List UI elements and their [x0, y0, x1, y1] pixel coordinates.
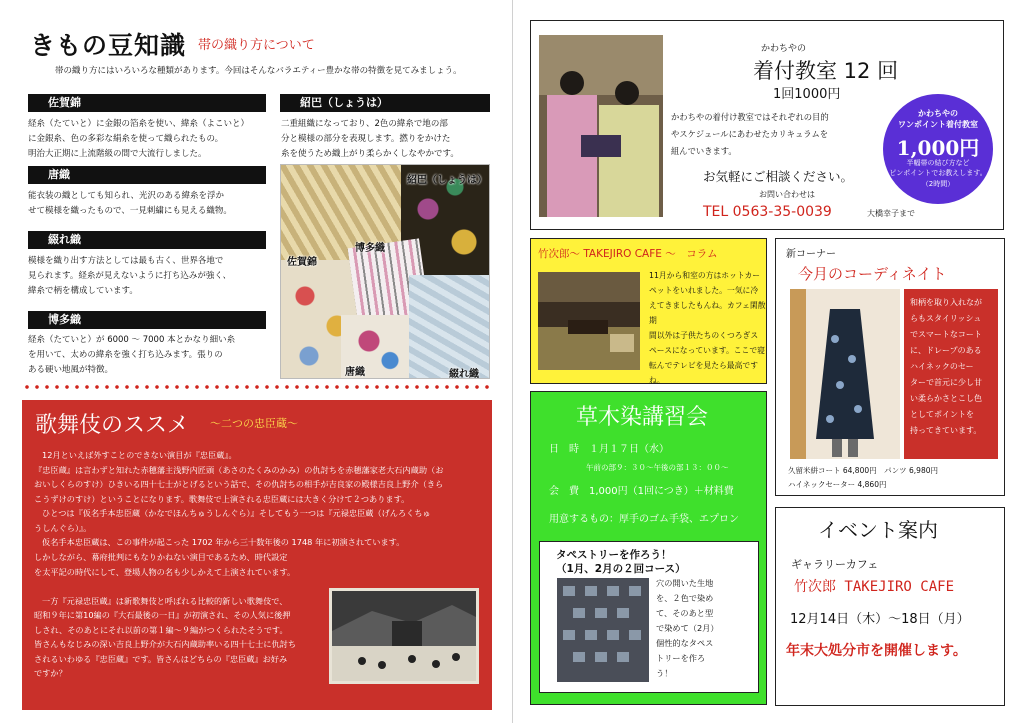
kitsuke-consult: お気軽にご相談ください。 [703, 169, 854, 184]
workshop-bring: 用意するもの：厚手のゴム手袋、エプロン [549, 514, 739, 525]
cafe-room-photo [538, 272, 640, 370]
kitsuke-contact-name: 大橋幸子まで [867, 209, 915, 218]
tapestry-photo [557, 578, 649, 682]
tapestry-title: タペストリーを作ろう！ （1月、2月の２回コース） [556, 549, 686, 575]
kitsuke-phone: TEL 0563-35-0039 [703, 204, 832, 220]
kitsuke-small-label: かわちやの [761, 44, 807, 54]
kitsuke-price: 1回1000円 [773, 87, 841, 102]
coordinate-box [775, 238, 1005, 496]
fabric-label-shoha: 紹巴（しょうは） [407, 175, 487, 186]
section-text-saga: 経糸（たていと）に金銀の箔糸を使い、緯糸（よこいと） に金銀糸、色の多彩な絹糸を使って織られたもの。 明治大正期に上流階級の間で大流行しました。 [28, 119, 250, 159]
tapestry-text: 穴の開いた生地 を、２色で染め て、そのあと型 で染めて（2月） 個性的なタペス トリーを作ろ う！ [656, 578, 719, 678]
kabuki-text-full: 12月といえば外すことのできない演目が『忠臣蔵』。 『忠臣蔵』は言わずと知れた赤穂藩主浅野内匠頭（あさのたくみのかみ）の仇討ちを赤穂藩家老大石内蔵助（お おいしくらのすけ）ひきいる四十七士がとげるという話で、その仇討ちの相手が吉良家の殿様吉良上野介（きら こうずけのすけ）ということになります。歌舞伎で上演される忠臣蔵には大きく分けて２つあります。 ひとつは『仮名手本忠臣蔵（かなでほんちゅうしんぐら）』そしてもう一つは『元禄忠臣蔵（げんろくちゅ うしんぐら）』。 仮名手本忠臣蔵は、この事件が起こった 1702 年から三十数年後の 1748 年に初演されています。 [34, 450, 444, 547]
cafe-column-text: 11月から和室の方はホットカー ペットをいれました。一気に冷 えてきましたもんね。カフェ閑散期 間以外は子供たちのくつろぎス ペースになっています。ここで寝 転んでテレビを見たら最高ですね。 [649, 271, 766, 385]
kimono-title: きもの豆知識 [30, 31, 187, 60]
section-label-tsuzure: 綴れ織 [28, 231, 266, 249]
event-gallery-label: ギャラリーカフェ [791, 558, 879, 571]
event-box [775, 507, 1005, 706]
coat-photo [790, 289, 900, 459]
event-dates: 12月14日（木）～18日（月） [790, 612, 970, 627]
workshop-box [530, 391, 767, 705]
workshop-time: 午前の部９：３０～午後の部１３：００～ [586, 463, 729, 472]
tapestry-box [539, 541, 759, 693]
section-text-kara: 能衣装の織としても知られ、光沢のある緯糸を浮か せて模様を織ったもので、一見刺繍にも見える織物。 [28, 191, 232, 216]
workshop-title: 草木染講習会 [576, 405, 709, 430]
kabuki-section [22, 400, 492, 710]
sweater-price: ハイネックセーター 4,860円 [788, 480, 887, 489]
workshop-fee: 会 費 1,000円（1回につき）＋材料費 [549, 486, 734, 497]
kitsuke-inquiry: お問い合わせは [759, 190, 815, 199]
workshop-date: 日 時 １月１７日（水） [549, 444, 669, 455]
coat-price: 久留米絣コート 64,800円 パンツ 6,980円 [788, 466, 938, 475]
event-title: イベント案内 [818, 518, 938, 542]
intro-text: 帯の織り方にはいろいろな種類があります。今回はそんなバラエティー豊かな帯の特徴を見てみましょう。 [55, 66, 462, 76]
fabric-label-saga: 佐賀錦 [287, 257, 317, 268]
obi-fabric-collage [280, 164, 490, 379]
kitsuke-title: 着付教室 12 回 [753, 59, 899, 83]
section-label-kara: 唐織 [28, 166, 266, 184]
kabuki-title: 歌舞伎のススメ [35, 413, 190, 438]
section-text-tsuzure: 模様を織り出す方法としては最も古く、世界各地で 見られます。経糸が見えないように打ち込みが強く、 緯糸で柄を構成しています。 [28, 256, 232, 296]
kabuki-text-narrow: しかしながら、幕府批判にもなりかねない演目であるため、時代設定 を太平記の時代にして、登場人物の名も少しかえて上演されています。 一方『元禄忠臣蔵』は新歌舞伎と呼ばれる比較的新しい歌舞伎で、 昭和９年に第10編の『大石最後の一日』が初演され、その人気に後押 しされ、そのあとにそれ以前の第１編～９編がつくられたそうです。 皆さんもなじみの深い吉良上野介が大石内蔵助率いる四十七士に仇討ち されるいわゆる『忠臣蔵』です。皆さんはどちらの『忠臣蔵』お好み ですか？ [34, 552, 297, 678]
section-label-saga: 佐賀錦 [28, 94, 266, 112]
cafe-column-box [530, 238, 767, 384]
event-sale: 年末大処分市を開催します。 [786, 643, 967, 659]
kabuki-subtitle: ～二つの忠臣蔵～ [210, 417, 298, 430]
kitsuke-description: かわちやの着付け教室ではそれぞれの目的 やスケジュールにあわせたカリキュラムを 組んでいきます。 [671, 112, 829, 156]
kitsuke-class-box [530, 20, 1004, 230]
fabric-label-hakata: 博多織 [355, 243, 385, 254]
one-point-badge: かわちやの ワンポイント着付教室 1,000円 半幅帯の結び方など ピンポイントでお教えします。 （2時間） [883, 94, 993, 204]
cafe-column-title: 竹次郎～ TAKEJIRO CAFE ～ コラム [538, 248, 718, 260]
event-cafe-name: 竹次郎 TAKEJIRO CAFE [794, 579, 955, 595]
ukiyoe-snow-scene [332, 591, 476, 681]
section-label-hakata: 博多織 [28, 311, 266, 329]
section-label-shoha: 紹巴（しょうは） [280, 94, 490, 112]
section-text-shoha: 二重組織になっており、2色の緯糸で地の部 分と模様の部分を表現します。撚りをかけた 糸を使うため織上がり柔らかくしなやかです。 [281, 119, 459, 159]
red-dotted-divider [22, 385, 492, 389]
fabric-label-kara: 唐織 [345, 367, 365, 378]
kitsuke-photo [539, 35, 663, 217]
section-text-hakata: 経糸（たていと）が 6000 ～ 7000 本とかなり細い糸 を用いて、太めの緯糸を強く打ち込みます。張りの ある硬い地風が特徴。 [28, 335, 236, 375]
coordinate-title: 今月のコーディネイト [798, 265, 947, 283]
page-fold-line [512, 0, 513, 723]
fabric-tsuzure [409, 275, 490, 379]
fabric-label-tsuzure: 綴れ織 [449, 369, 479, 379]
ukiyoe-image [329, 588, 479, 684]
coordinate-description: 和柄を取り入れなが らもスタイリッシュ でスマートなコート に、ドレープのある ハイネックのセー ターで首元に少し甘 い柔らかさとこし色 としてポイントを 持ってきています。 [904, 289, 998, 459]
new-corner-label: 新コーナー [786, 249, 836, 260]
obi-subtitle: 帯の織り方について [198, 38, 315, 53]
